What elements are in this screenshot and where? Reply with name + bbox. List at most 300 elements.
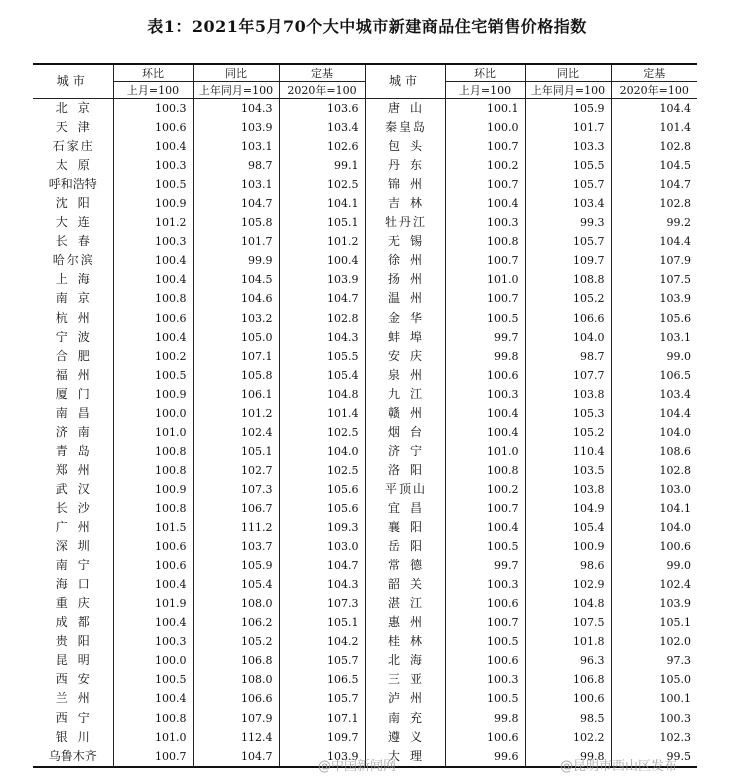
city-name: 太原 bbox=[55, 158, 100, 173]
mom-value: 100.7 bbox=[445, 251, 525, 270]
mom-value: 100.5 bbox=[445, 309, 525, 328]
mom-value: 100.2 bbox=[445, 480, 525, 499]
city-name: 平顶山 bbox=[365, 480, 445, 499]
yoy-value: 106.7 bbox=[193, 499, 279, 518]
city-name: 长春 bbox=[55, 234, 100, 249]
yoy-value: 98.7 bbox=[193, 156, 279, 175]
city-name: 贵阳 bbox=[55, 634, 100, 649]
city-name: 济宁 bbox=[365, 442, 445, 461]
mom-value: 100.4 bbox=[113, 328, 193, 347]
yoy-value: 105.5 bbox=[525, 156, 611, 175]
mom-value: 100.3 bbox=[445, 385, 525, 404]
yoy-value: 102.7 bbox=[193, 461, 279, 480]
base-value: 108.6 bbox=[611, 442, 697, 461]
mom-value: 100.6 bbox=[445, 651, 525, 670]
yoy-value: 98.6 bbox=[525, 556, 611, 575]
base-value: 102.5 bbox=[279, 423, 365, 442]
table-row bbox=[33, 442, 697, 461]
table-title: 表1：2021年5月70个大中城市新建商品住宅销售价格指数 bbox=[147, 17, 587, 36]
table-row bbox=[33, 423, 697, 442]
city-name: 大理 bbox=[365, 747, 445, 767]
city-name: 石家庄 bbox=[52, 139, 95, 154]
yoy-header-left: 同比 bbox=[193, 64, 279, 82]
city-name: 宁波 bbox=[55, 329, 100, 344]
yoy-value: 103.8 bbox=[525, 480, 611, 499]
mom-value: 100.7 bbox=[445, 137, 525, 156]
yoy-value: 111.2 bbox=[193, 518, 279, 537]
city-name: 昆明 bbox=[55, 653, 100, 668]
price-index-table bbox=[33, 63, 697, 768]
city-name: 锦州 bbox=[365, 175, 445, 194]
base-value: 103.1 bbox=[611, 328, 697, 347]
mom-value: 100.3 bbox=[113, 232, 193, 251]
yoy-value: 96.3 bbox=[525, 651, 611, 670]
yoy-value: 105.9 bbox=[525, 99, 611, 119]
yoy-value: 101.8 bbox=[525, 632, 611, 651]
mom-value: 99.7 bbox=[445, 328, 525, 347]
city-name: 合肥 bbox=[55, 348, 100, 363]
yoy-value: 99.3 bbox=[525, 213, 611, 232]
yoy-value: 100.9 bbox=[525, 537, 611, 556]
table-row bbox=[33, 670, 697, 689]
city-name: 北京 bbox=[55, 101, 100, 116]
city-name: 湛江 bbox=[365, 594, 445, 613]
yoy-value: 105.4 bbox=[525, 518, 611, 537]
mom-value: 100.8 bbox=[113, 442, 193, 461]
base-subheader-right: 2020年=100 bbox=[611, 82, 697, 99]
base-value: 102.8 bbox=[611, 137, 697, 156]
city-name: 上海 bbox=[55, 272, 100, 287]
base-value: 104.0 bbox=[279, 442, 365, 461]
city-name: 岳阳 bbox=[365, 537, 445, 556]
city-name: 乌鲁木齐 bbox=[33, 747, 113, 767]
base-value: 105.6 bbox=[611, 309, 697, 328]
base-value: 105.1 bbox=[279, 213, 365, 232]
yoy-value: 112.4 bbox=[193, 728, 279, 747]
mom-value: 99.8 bbox=[445, 347, 525, 366]
yoy-value: 106.8 bbox=[525, 670, 611, 689]
mom-value: 100.4 bbox=[445, 518, 525, 537]
mom-header-right: 环比 bbox=[445, 64, 525, 82]
base-value: 101.4 bbox=[279, 404, 365, 423]
city-name: 武汉 bbox=[55, 481, 100, 496]
city-name: 南昌 bbox=[55, 405, 100, 420]
base-value: 97.3 bbox=[611, 651, 697, 670]
base-value: 104.7 bbox=[279, 289, 365, 308]
yoy-subheader-right: 上年同月=100 bbox=[525, 82, 611, 99]
table-row bbox=[33, 251, 697, 270]
mom-value: 100.0 bbox=[113, 651, 193, 670]
mom-value: 101.0 bbox=[445, 442, 525, 461]
base-value: 103.0 bbox=[279, 537, 365, 556]
yoy-header-right: 同比 bbox=[525, 64, 611, 82]
yoy-value: 105.4 bbox=[193, 575, 279, 594]
base-value: 103.9 bbox=[611, 594, 697, 613]
yoy-value: 101.7 bbox=[525, 118, 611, 137]
yoy-value: 107.7 bbox=[525, 366, 611, 385]
city-name: 洛阳 bbox=[365, 461, 445, 480]
base-value: 103.6 bbox=[279, 99, 365, 119]
mom-value: 100.4 bbox=[445, 194, 525, 213]
base-value: 105.0 bbox=[611, 670, 697, 689]
base-value: 104.4 bbox=[611, 404, 697, 423]
base-value: 102.8 bbox=[611, 461, 697, 480]
mom-value: 101.2 bbox=[113, 213, 193, 232]
yoy-value: 99.8 bbox=[525, 747, 611, 767]
mom-value: 100.5 bbox=[445, 537, 525, 556]
city-name: 沈阳 bbox=[55, 196, 100, 211]
city-name: 成都 bbox=[55, 615, 100, 630]
mom-value: 100.6 bbox=[113, 118, 193, 137]
base-value: 104.1 bbox=[279, 194, 365, 213]
base-value: 102.8 bbox=[611, 194, 697, 213]
yoy-value: 104.6 bbox=[193, 289, 279, 308]
city-name: 襄阳 bbox=[365, 518, 445, 537]
table-row bbox=[33, 651, 697, 670]
table-row bbox=[33, 213, 697, 232]
yoy-value: 104.9 bbox=[525, 499, 611, 518]
city-name: 徐州 bbox=[365, 251, 445, 270]
city-name: 长沙 bbox=[55, 501, 100, 515]
base-value: 103.0 bbox=[611, 480, 697, 499]
table-row bbox=[33, 575, 697, 594]
mom-value: 100.7 bbox=[113, 747, 193, 767]
city-name: 泸州 bbox=[365, 689, 445, 708]
table-row bbox=[33, 366, 697, 385]
yoy-value: 103.4 bbox=[525, 194, 611, 213]
city-name: 蚌埠 bbox=[365, 328, 445, 347]
base-value: 104.0 bbox=[611, 518, 697, 537]
city-name: 厦门 bbox=[55, 386, 100, 401]
city-name: 秦皇岛 bbox=[365, 118, 445, 137]
base-value: 100.6 bbox=[611, 537, 697, 556]
yoy-value: 110.4 bbox=[525, 442, 611, 461]
table-row bbox=[33, 689, 697, 708]
mom-value: 101.0 bbox=[445, 270, 525, 289]
table-row bbox=[33, 613, 697, 632]
base-value: 99.2 bbox=[611, 213, 697, 232]
mom-value: 100.8 bbox=[113, 709, 193, 728]
city-name: 广州 bbox=[55, 520, 100, 535]
city-header-left: 城市 bbox=[33, 64, 113, 99]
yoy-value: 105.1 bbox=[193, 442, 279, 461]
yoy-value: 103.9 bbox=[193, 118, 279, 137]
base-value: 103.4 bbox=[279, 118, 365, 137]
base-value: 106.5 bbox=[279, 670, 365, 689]
mom-value: 100.4 bbox=[113, 270, 193, 289]
mom-value: 100.4 bbox=[113, 689, 193, 708]
yoy-value: 103.1 bbox=[193, 175, 279, 194]
yoy-value: 105.0 bbox=[193, 328, 279, 347]
city-name: 赣州 bbox=[365, 404, 445, 423]
table-row bbox=[33, 156, 697, 175]
yoy-value: 108.8 bbox=[525, 270, 611, 289]
yoy-value: 107.5 bbox=[525, 613, 611, 632]
base-value: 102.6 bbox=[279, 137, 365, 156]
yoy-value: 106.6 bbox=[193, 689, 279, 708]
mom-value: 100.7 bbox=[445, 499, 525, 518]
table-row bbox=[33, 461, 697, 480]
base-value: 105.6 bbox=[279, 499, 365, 518]
base-value: 107.9 bbox=[611, 251, 697, 270]
base-value: 105.1 bbox=[279, 613, 365, 632]
mom-value: 100.2 bbox=[445, 156, 525, 175]
base-header-right: 定基 bbox=[611, 64, 697, 82]
mom-value: 100.8 bbox=[445, 232, 525, 251]
table-row bbox=[33, 347, 697, 366]
table-row bbox=[33, 480, 697, 499]
mom-value: 100.7 bbox=[445, 175, 525, 194]
yoy-value: 105.9 bbox=[193, 556, 279, 575]
yoy-value: 104.8 bbox=[525, 594, 611, 613]
city-name: 泉州 bbox=[365, 366, 445, 385]
city-name: 郑州 bbox=[55, 462, 100, 477]
base-value: 105.1 bbox=[611, 613, 697, 632]
mom-value: 100.6 bbox=[445, 366, 525, 385]
table-row bbox=[33, 137, 697, 156]
mom-value: 101.0 bbox=[113, 728, 193, 747]
yoy-value: 109.7 bbox=[525, 251, 611, 270]
yoy-value: 105.2 bbox=[525, 423, 611, 442]
city-name: 包头 bbox=[365, 137, 445, 156]
table-row bbox=[33, 385, 697, 404]
table-row bbox=[33, 194, 697, 213]
city-name: 温州 bbox=[365, 289, 445, 308]
base-value: 104.3 bbox=[279, 575, 365, 594]
mom-value: 100.3 bbox=[113, 99, 193, 119]
yoy-value: 105.2 bbox=[525, 289, 611, 308]
base-value: 102.5 bbox=[279, 461, 365, 480]
yoy-value: 107.1 bbox=[193, 347, 279, 366]
table-row bbox=[33, 270, 697, 289]
base-value: 102.8 bbox=[279, 309, 365, 328]
yoy-value: 106.2 bbox=[193, 613, 279, 632]
base-value: 104.3 bbox=[279, 328, 365, 347]
city-name: 金华 bbox=[365, 309, 445, 328]
mom-value: 100.6 bbox=[113, 537, 193, 556]
yoy-value: 105.7 bbox=[525, 175, 611, 194]
table-row bbox=[33, 118, 697, 137]
yoy-value: 107.9 bbox=[193, 709, 279, 728]
city-name: 西宁 bbox=[55, 710, 100, 725]
city-name: 惠州 bbox=[365, 613, 445, 632]
base-value: 103.9 bbox=[611, 289, 697, 308]
yoy-value: 105.8 bbox=[193, 213, 279, 232]
mom-value: 100.0 bbox=[445, 118, 525, 137]
base-value: 104.7 bbox=[611, 175, 697, 194]
city-name: 南充 bbox=[365, 709, 445, 728]
table-row bbox=[33, 709, 697, 728]
base-value: 104.7 bbox=[279, 556, 365, 575]
mom-value: 101.9 bbox=[113, 594, 193, 613]
base-value: 105.4 bbox=[279, 366, 365, 385]
city-name: 吉林 bbox=[365, 194, 445, 213]
city-name: 大连 bbox=[55, 215, 100, 230]
yoy-value: 104.5 bbox=[193, 270, 279, 289]
mom-value: 100.3 bbox=[113, 156, 193, 175]
base-value: 106.5 bbox=[611, 366, 697, 385]
city-name: 唐山 bbox=[365, 99, 445, 119]
yoy-value: 105.3 bbox=[525, 404, 611, 423]
mom-value: 100.2 bbox=[113, 347, 193, 366]
city-name: 丹东 bbox=[365, 156, 445, 175]
mom-value: 100.5 bbox=[113, 670, 193, 689]
mom-header-left: 环比 bbox=[113, 64, 193, 82]
mom-value: 100.6 bbox=[113, 556, 193, 575]
city-name: 无锡 bbox=[365, 232, 445, 251]
mom-value: 100.8 bbox=[445, 461, 525, 480]
mom-value: 100.6 bbox=[113, 309, 193, 328]
yoy-value: 103.8 bbox=[525, 385, 611, 404]
yoy-value: 103.1 bbox=[193, 137, 279, 156]
mom-value: 100.9 bbox=[113, 480, 193, 499]
city-name: 重庆 bbox=[55, 596, 100, 611]
table-row bbox=[33, 518, 697, 537]
yoy-value: 100.6 bbox=[525, 689, 611, 708]
city-name: 北海 bbox=[365, 651, 445, 670]
yoy-value: 101.2 bbox=[193, 404, 279, 423]
mom-subheader-left: 上月=100 bbox=[113, 82, 193, 99]
city-name: 深圳 bbox=[55, 539, 100, 554]
base-value: 99.1 bbox=[279, 156, 365, 175]
city-name: 三亚 bbox=[365, 670, 445, 689]
mom-value: 101.0 bbox=[113, 423, 193, 442]
yoy-value: 105.7 bbox=[525, 232, 611, 251]
city-name: 西安 bbox=[55, 672, 100, 687]
mom-value: 100.3 bbox=[445, 670, 525, 689]
base-value: 101.2 bbox=[279, 232, 365, 251]
base-value: 109.7 bbox=[279, 728, 365, 747]
table-row bbox=[33, 404, 697, 423]
mom-value: 100.5 bbox=[113, 366, 193, 385]
city-name: 福州 bbox=[55, 367, 100, 382]
yoy-value: 108.0 bbox=[193, 594, 279, 613]
base-value: 104.2 bbox=[279, 632, 365, 651]
yoy-value: 104.7 bbox=[193, 747, 279, 767]
mom-value: 100.4 bbox=[445, 404, 525, 423]
base-value: 107.5 bbox=[611, 270, 697, 289]
yoy-value: 98.5 bbox=[525, 709, 611, 728]
mom-value: 100.6 bbox=[445, 728, 525, 747]
mom-value: 100.9 bbox=[113, 385, 193, 404]
city-name: 南京 bbox=[55, 291, 100, 306]
city-name: 杭州 bbox=[55, 310, 100, 325]
yoy-value: 102.4 bbox=[193, 423, 279, 442]
city-name: 银川 bbox=[55, 729, 100, 744]
mom-value: 100.9 bbox=[113, 194, 193, 213]
base-value: 104.4 bbox=[611, 232, 697, 251]
mom-value: 100.3 bbox=[445, 575, 525, 594]
base-value: 99.5 bbox=[611, 747, 697, 767]
city-name: 宜昌 bbox=[365, 499, 445, 518]
city-name: 兰州 bbox=[55, 691, 100, 706]
city-name: 扬州 bbox=[365, 270, 445, 289]
base-value: 100.1 bbox=[611, 689, 697, 708]
city-name: 韶关 bbox=[365, 575, 445, 594]
mom-value: 100.7 bbox=[445, 613, 525, 632]
mom-value: 100.3 bbox=[445, 213, 525, 232]
mom-value: 100.1 bbox=[445, 99, 525, 119]
base-value: 104.8 bbox=[279, 385, 365, 404]
base-value: 102.5 bbox=[279, 175, 365, 194]
base-value: 103.9 bbox=[279, 747, 365, 767]
city-name: 呼和浩特 bbox=[48, 177, 97, 192]
city-name: 牡丹江 bbox=[365, 213, 445, 232]
mom-value: 100.0 bbox=[113, 404, 193, 423]
base-value: 101.4 bbox=[611, 118, 697, 137]
city-name: 天津 bbox=[55, 120, 100, 135]
mom-value: 100.8 bbox=[113, 461, 193, 480]
city-name: 遵义 bbox=[365, 728, 445, 747]
table-row bbox=[33, 99, 697, 119]
yoy-value: 104.3 bbox=[193, 99, 279, 119]
base-value: 102.0 bbox=[611, 632, 697, 651]
table-row bbox=[33, 175, 697, 194]
yoy-subheader-left: 上年同月=100 bbox=[193, 82, 279, 99]
yoy-value: 102.9 bbox=[525, 575, 611, 594]
city-header-right: 城市 bbox=[365, 64, 445, 99]
table-row bbox=[33, 309, 697, 328]
city-name: 南宁 bbox=[55, 558, 100, 573]
yoy-value: 105.8 bbox=[193, 366, 279, 385]
watermark-xishan: @昆明市西山区发布 bbox=[560, 759, 678, 774]
base-value: 104.0 bbox=[611, 423, 697, 442]
base-value: 102.4 bbox=[611, 575, 697, 594]
base-value: 105.7 bbox=[279, 651, 365, 670]
city-name: 常德 bbox=[365, 556, 445, 575]
base-value: 103.9 bbox=[279, 270, 365, 289]
yoy-value: 108.0 bbox=[193, 670, 279, 689]
base-value: 107.3 bbox=[279, 594, 365, 613]
city-name: 九江 bbox=[365, 385, 445, 404]
yoy-value: 103.7 bbox=[193, 537, 279, 556]
base-value: 99.0 bbox=[611, 347, 697, 366]
yoy-value: 101.7 bbox=[193, 232, 279, 251]
city-name: 桂林 bbox=[365, 632, 445, 651]
mom-value: 100.8 bbox=[113, 499, 193, 518]
city-name: 青岛 bbox=[55, 443, 100, 458]
yoy-value: 104.0 bbox=[525, 328, 611, 347]
mom-value: 100.4 bbox=[113, 575, 193, 594]
base-value: 105.5 bbox=[279, 347, 365, 366]
yoy-value: 106.1 bbox=[193, 385, 279, 404]
mom-value: 100.8 bbox=[113, 289, 193, 308]
yoy-value: 103.3 bbox=[525, 137, 611, 156]
base-value: 100.3 bbox=[611, 709, 697, 728]
base-value: 102.3 bbox=[611, 728, 697, 747]
table-row bbox=[33, 556, 697, 575]
table-row bbox=[33, 289, 697, 308]
yoy-value: 106.8 bbox=[193, 651, 279, 670]
yoy-value: 107.3 bbox=[193, 480, 279, 499]
base-value: 107.1 bbox=[279, 709, 365, 728]
yoy-value: 103.5 bbox=[525, 461, 611, 480]
city-name: 哈尔滨 bbox=[52, 253, 95, 268]
mom-subheader-right: 上月=100 bbox=[445, 82, 525, 99]
table-row bbox=[33, 632, 697, 651]
base-value: 105.6 bbox=[279, 480, 365, 499]
base-value: 104.4 bbox=[611, 99, 697, 119]
yoy-value: 103.2 bbox=[193, 309, 279, 328]
mom-value: 100.4 bbox=[113, 613, 193, 632]
yoy-value: 99.9 bbox=[193, 251, 279, 270]
table-row bbox=[33, 594, 697, 613]
table-row bbox=[33, 537, 697, 556]
city-name: 济南 bbox=[55, 424, 100, 439]
mom-value: 100.4 bbox=[445, 423, 525, 442]
base-value: 99.0 bbox=[611, 556, 697, 575]
yoy-value: 106.6 bbox=[525, 309, 611, 328]
